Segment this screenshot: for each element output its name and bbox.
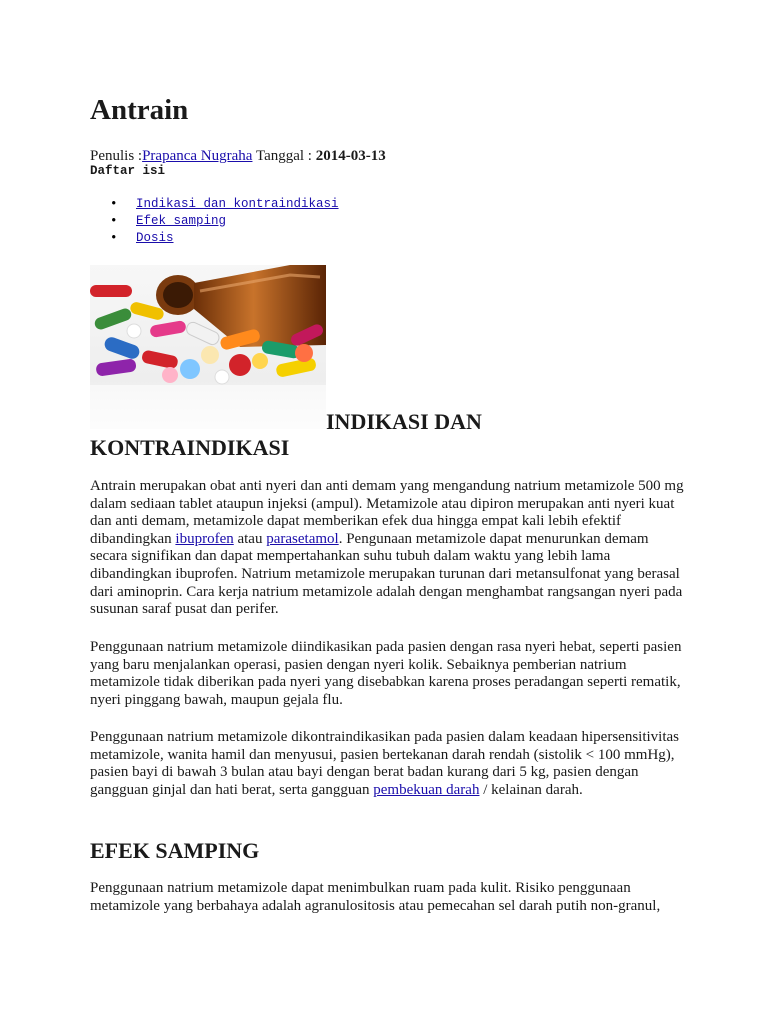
bullet-icon: • — [110, 197, 118, 211]
table-of-contents — [90, 196, 339, 247]
section-heading-indikasi: INDIKASI DAN — [326, 409, 482, 434]
author-label: Penulis : — [90, 148, 143, 164]
bullet-icon: • — [110, 231, 118, 245]
paragraph-text: Penggunaan natrium metamizole dikontraindikasikan pada pasien dalam keadaan hipersensitivitas metamizole, wanita hamil dan menyusui, pasien bertekanan darah rendah (sistolik < 100 mmHg), pasien bayi di bawah 3 bulan atau bayi dengan berat badan kurang dari 5 kg, pasien dengan gangguan ginjal dan hati berat, serta gangguan — [90, 729, 679, 798]
paragraph-kontraindikasi — [90, 729, 686, 799]
toc-item — [90, 213, 339, 230]
date-label: Tanggal : — [255, 148, 312, 164]
author-link[interactable]: Prapanca Nugraha — [142, 148, 253, 164]
publish-date: 2014-03-13 — [315, 148, 386, 164]
toc-heading: Daftar isi — [90, 164, 166, 178]
paragraph-text: Antrain merupakan obat anti nyeri dan anti demam yang mengandung natrium metamizole 500 mg dalam sediaan tablet ataupun injeksi (ampul). Metamizole atau dipiron merupakan anti nyeri kuat dan anti demam, metamizole dapat memberikan efek dua hingga empat kali lebih efektif dibandingkan — [90, 478, 684, 547]
section-heading-efek-samping: EFEK SAMPING — [90, 838, 260, 863]
page-title: Antrain — [90, 94, 189, 126]
paragraph-text: atau — [233, 530, 267, 547]
paragraph-text: . Pengunaan metamizole dapat menurunkan demam secara signifikan dan dapat mempertahankan suhu tubuh dalam waktu yang lebih lama dibandingkan ibuprofen. Natrium metamizole merupakan turunan dari metansulfonat yang berasal dari aminoprin. Cara kerja natrium metamizole adalah dengan menghambat rangsangan nyeri pada susunan saraf pusat dan perifer. — [90, 530, 683, 618]
bullet-icon: • — [110, 214, 118, 228]
toc-link-dosis[interactable]: Dosis — [136, 231, 174, 245]
toc-item — [90, 230, 339, 247]
ibuprofen-link[interactable]: ibuprofen — [175, 530, 234, 547]
toc-item — [90, 196, 339, 213]
paragraph-efek-samping: Penggunaan natrium metamizole dapat menimbulkan ruam pada kulit. Risiko penggunaan metamizole yang berbahaya adalah agranulositosis atau pemecahan sel darah putih non-granul, — [90, 880, 661, 914]
toc-link-indikasi[interactable]: Indikasi dan kontraindikasi — [136, 197, 339, 211]
toc-link-efek-samping[interactable]: Efek samping — [136, 214, 227, 228]
section-heading-kontraindikasi: KONTRAINDIKASI — [90, 435, 290, 460]
paragraph-intro — [90, 478, 686, 619]
parasetamol-link[interactable]: parasetamol — [266, 530, 339, 547]
paragraph-text: / kelainan darah. — [479, 781, 583, 798]
pills-photo — [90, 265, 326, 429]
pembekuan-darah-link[interactable]: pembekuan darah — [373, 781, 480, 798]
paragraph-indikasi: Penggunaan natrium metamizole diindikasikan pada pasien dengan rasa nyeri hebat, seperti pasien yang baru menjalankan operasi, pasien dengan nyeri kolik. Sebaiknya pemberian natrium metamizole tidak diberikan pada nyeri yang disebabkan karena proses peradangan seperti rematik, nyeri pinggang bawah, maupun gejala flu. — [90, 639, 682, 708]
